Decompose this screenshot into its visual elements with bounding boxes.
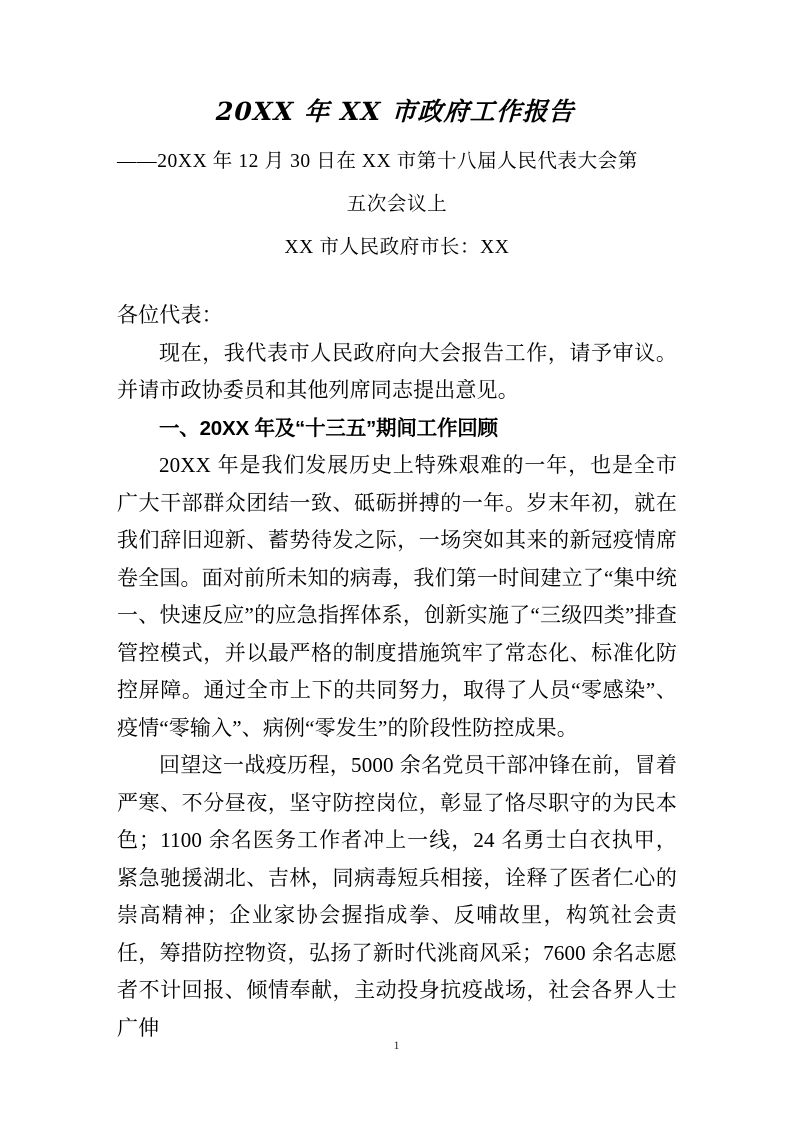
subtitle-line-speaker: XX 市人民政府市长：XX — [284, 237, 510, 258]
body-paragraph-1: 20XX 年是我们发展历史上特殊艰难的一年，也是全市广大干部群众团结一致、砥砺拼搏的一年。岁末年初，就在我们辞旧迎新、蓄势待发之际，一场突如其来的新冠疫情席卷全国。面对前所未知的病毒，我们第一时间建立了“集中统一、快速反应”的应急指挥体系，创新实施了“三级四类”排查管控模式，并以最严格的制度措施筑牢了常态化、标准化防控屏障。通过全市上下的共同努力，取得了人员“零感染”、疫情“零输入”、病例“零发生”的阶段性防控成果。 — [117, 453, 677, 740]
salutation: 各位代表： — [117, 303, 223, 327]
document-body — [117, 269, 677, 1047]
subtitle-block — [117, 127, 677, 269]
section-heading-one: 一、20XX 年及“十三五”期间工作回顾 — [159, 416, 498, 440]
page-number-footer: 1 — [393, 1038, 400, 1052]
subtitle-line-date-venue: ——20XX 年 12 月 30 日在 XX 市第十八届人民代表大会第 — [117, 151, 638, 172]
document-title: 20XX 年 XX 市政府工作报告 — [215, 97, 576, 126]
subtitle-line-session: 五次会议上 — [346, 194, 448, 215]
document-content-column — [117, 0, 677, 1047]
intro-paragraph: 现在，我代表市人民政府向大会报告工作，请予审议。并请市政协委员和其他列席同志提出意见。 — [117, 340, 677, 402]
body-paragraph-2: 回望这一战疫历程，5000 余名党员干部冲锋在前，冒着严寒、不分昼夜，坚守防控岗位，彰显了恪尽职守的为民本色；1100 余名医务工作者冲上一线，24 名勇士白衣执甲，紧急驰援湖北、吉林，同病毒短兵相接，诠释了医者仁心的崇高精神；企业家协会握指成拳、反哺故里，构筑社会责任，筹措防控物资，弘扬了新时代洮商风采；7600 余名志愿者不计回报、倾情奉献，主动投身抗疫战场，社会各界人士广伸 — [117, 753, 677, 1040]
